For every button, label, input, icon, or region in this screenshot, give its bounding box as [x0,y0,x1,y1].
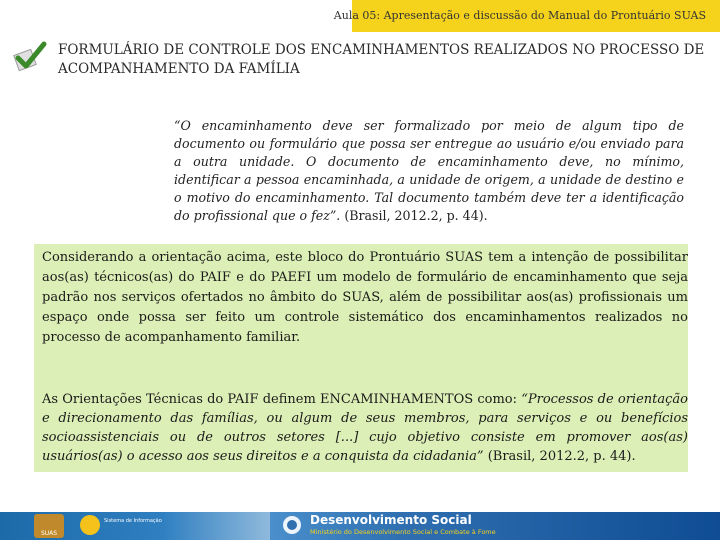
page-title-line1: FORMULÁRIO DE CONTROLE DOS ENCAMINHAMENTOS REALIZADOS NO PROCESSO DE [58,42,705,58]
paragraph2-quote: “Processos de orientação e direcionamento das famílias, ou algum de seus membros, para serviços e ou benefícios socioassistenciais ou de outros setores [...] cujo objetivo consiste em promover aos(as) usuários(as) o acesso aos seus direitos e a conquista da cidadania” [42,392,688,464]
course-label: Aula 05: Apresentação e discussão do Manual do Prontuário SUAS [333,9,706,22]
suas-logo [34,514,64,538]
suas-logo-label: SUAS [40,530,58,537]
course-header-bar [333,0,720,32]
brand-title: Desenvolvimento Social [310,513,472,527]
quote-text: “O encaminhamento deve ser formalizado por meio de algum tipo de documento ou formulário que possa ser entregue ao usuário e/ou enviado para a outra unidade. O documento de encaminhamento deve, no mínimo, identificar a pessoa encaminhada, a unidade de origem, a unidade de destino e o motivo do encaminhamento. Tal documento também deve ter a identificação do profissional que o fez”. [174,118,684,223]
info-logo-label: Sistema de Informação [104,518,162,524]
brand-subtitle: Ministério do Desenvolvimento Social e Combate à Fome [310,528,496,536]
page-title [58,41,708,79]
checkmark-icon [12,38,48,74]
ministry-logo-icon [282,515,302,535]
paragraph2-lead: As Orientações Técnicas do PAIF definem ENCAMINHAMENTOS como: [42,392,522,407]
page-title-line2: ACOMPANHAMENTO DA FAMÍLIA [58,61,300,77]
paragraph2-citation: (Brasil, 2012.2, p. 44). [483,449,636,464]
box-paragraph-1: Considerando a orientação acima, este bloco do Prontuário SUAS tem a intenção de possibilitar aos(as) técnicos(as) do PAIF e do PAEFI um modelo de formulário de encaminhamento que seja padrão nos serviços ofertados no âmbito do SUAS, além de possibilitar aos(as) profissionais um espaço onde possa ser feito um controle sistemático dos encaminhamentos realizados no processo de acompanhamento familiar. [42,250,688,345]
quote-citation: (Brasil, 2012.2, p. 44). [340,208,488,223]
quote-block [174,117,684,225]
box-paragraph-2 [42,390,688,466]
info-logo [80,515,100,535]
